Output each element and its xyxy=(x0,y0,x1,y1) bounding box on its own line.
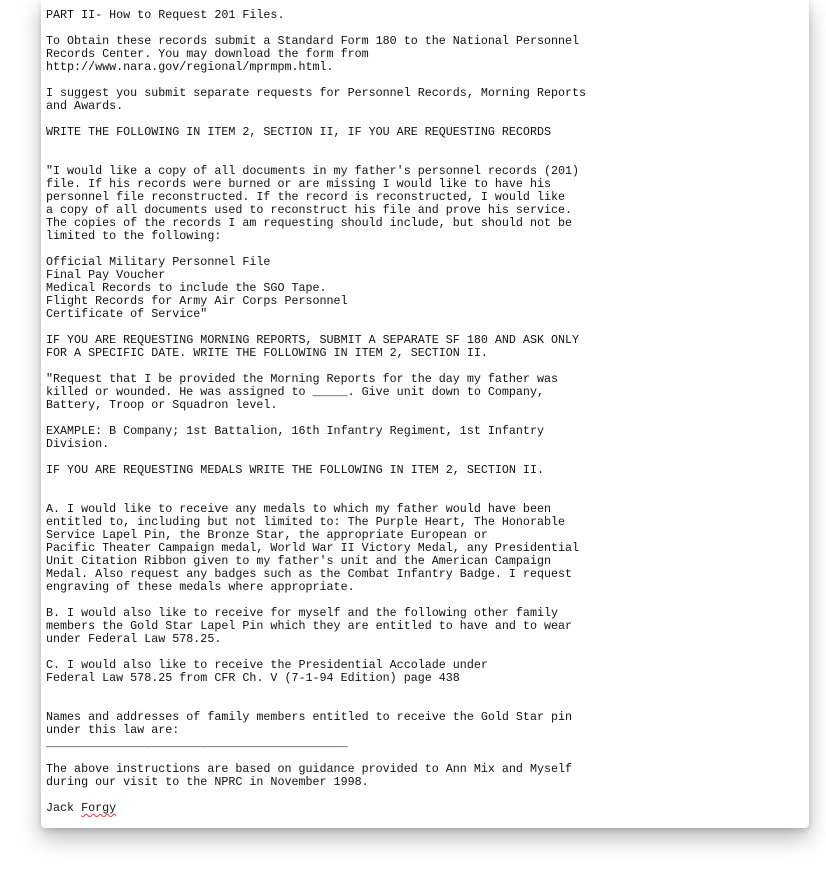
document-line: Division. xyxy=(46,437,110,451)
document-line xyxy=(46,685,586,698)
document-line: IF YOU ARE REQUESTING MEDALS WRITE THE FOLLOWING IN ITEM 2, SECTION II. xyxy=(46,463,544,477)
document-line: and Awards. xyxy=(46,99,124,113)
document-line: WRITE THE FOLLOWING IN ITEM 2, SECTION II, IF YOU ARE REQUESTING RECORDS xyxy=(46,125,551,139)
document-text xyxy=(46,9,586,815)
document-line xyxy=(46,477,586,490)
document-line: a copy of all documents used to reconstruct his file and prove his service. xyxy=(46,203,573,217)
document-line: Unit Citation Ribbon given to my father's unit and the American Campaign xyxy=(46,554,551,568)
document-line: file. If his records were burned or are missing I would like to have his xyxy=(46,177,551,191)
document-line: IF YOU ARE REQUESTING MORNING REPORTS, SUBMIT A SEPARATE SF 180 AND ASK ONLY xyxy=(46,333,580,347)
document-line: Certificate of Service" xyxy=(46,307,208,321)
document-line: under Federal Law 578.25. xyxy=(46,632,222,646)
document-line: engraving of these medals where appropriate. xyxy=(46,580,355,594)
document-line: Official Military Personnel File xyxy=(46,255,271,269)
document-line: ___________________________________________ xyxy=(46,736,348,750)
document-line: Names and addresses of family members entitled to receive the Gold Star pin xyxy=(46,710,573,724)
document-line: "I would like a copy of all documents in my father's personnel records (201) xyxy=(46,164,580,178)
document-line: Final Pay Voucher xyxy=(46,268,166,282)
document-line: Federal Law 578.25 from CFR Ch. V (7-1-94 Edition) page 438 xyxy=(46,671,460,685)
document-line: Medical Records to include the SGO Tape. xyxy=(46,281,327,295)
document-line: I suggest you submit separate requests for Personnel Records, Morning Reports xyxy=(46,86,587,100)
document-line: C. I would also like to receive the Presidential Accolade under xyxy=(46,658,488,672)
document-line: Battery, Troop or Squadron level. xyxy=(46,398,278,412)
document-line: personnel file reconstructed. If the record is reconstructed, I would like xyxy=(46,190,566,204)
document-line: under this law are: xyxy=(46,723,180,737)
document-line: To Obtain these records submit a Standard Form 180 to the National Personnel xyxy=(46,34,580,48)
document-line: during our visit to the NPRC in November 1998. xyxy=(46,775,369,789)
signature-line xyxy=(46,802,586,815)
document-line: Pacific Theater Campaign medal, World War II Victory Medal, any Presidential xyxy=(46,541,580,555)
document-line: Service Lapel Pin, the Bronze Star, the appropriate European or xyxy=(46,528,488,542)
document-line: FOR A SPECIFIC DATE. WRITE THE FOLLOWING IN ITEM 2, SECTION II. xyxy=(46,346,488,360)
document-line: killed or wounded. He was assigned to _____. Give unit down to Company, xyxy=(46,385,544,399)
document-line: The copies of the records I am requesting should include, but should not be xyxy=(46,216,573,230)
document-line: The above instructions are based on guidance provided to Ann Mix and Myself xyxy=(46,762,573,776)
document-line: EXAMPLE: B Company; 1st Battalion, 16th Infantry Regiment, 1st Infantry xyxy=(46,424,544,438)
document-line: http://www.nara.gov/regional/mprmpm.html. xyxy=(46,60,334,74)
signature-first-name: Jack xyxy=(46,801,82,815)
document-line: "Request that I be provided the Morning Reports for the day my father was xyxy=(46,372,558,386)
document-line: Medal. Also request any badges such as the Combat Infantry Badge. I request xyxy=(46,567,573,581)
document-line: entitled to, including but not limited to: The Purple Heart, The Honorable xyxy=(46,515,566,529)
document-line xyxy=(46,139,586,152)
document-line: Records Center. You may download the form from xyxy=(46,47,369,61)
document-line: members the Gold Star Lapel Pin which they are entitled to have and to wear xyxy=(46,619,573,633)
document-line: A. I would like to receive any medals to which my father would have been xyxy=(46,502,551,516)
signature-last-name: Forgy xyxy=(81,801,117,815)
document-line xyxy=(46,789,586,802)
document-line: Flight Records for Army Air Corps Personnel xyxy=(46,294,348,308)
document-line: limited to the following: xyxy=(46,229,222,243)
document-line: B. I would also like to receive for myself and the following other family xyxy=(46,606,558,620)
document-line: PART II- How to Request 201 Files. xyxy=(46,8,285,22)
